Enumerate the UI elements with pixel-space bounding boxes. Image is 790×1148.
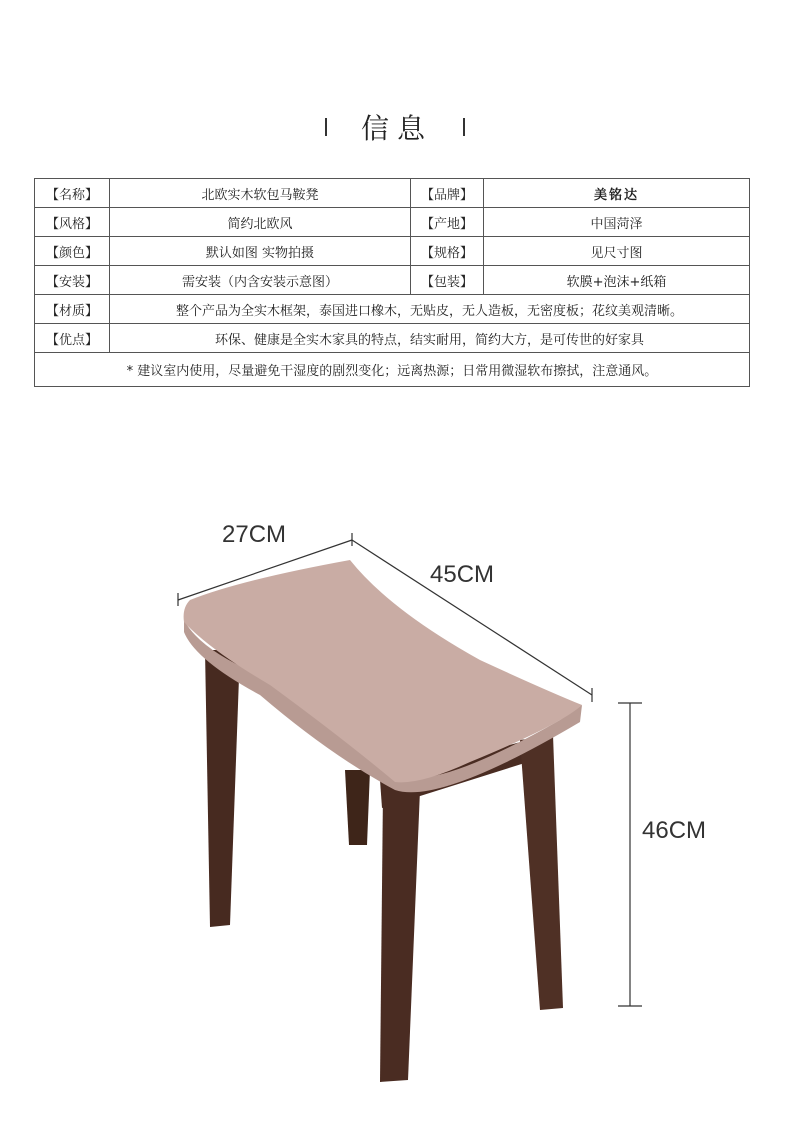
advantage-label: 【优点】 xyxy=(35,324,110,353)
care-note: * 建议室内使用，尽量避免干湿度的剧烈变化；远离热源；日常用微湿软布擦拭，注意通风。 xyxy=(35,353,750,387)
front-right-leg xyxy=(520,735,563,1010)
stool-dimension-diagram xyxy=(0,500,790,1120)
height-label: 46CM xyxy=(642,817,707,844)
row-label: 【产地】 xyxy=(411,208,484,237)
row-label: 【颜色】 xyxy=(35,237,110,266)
title-text: 信息 xyxy=(360,112,433,145)
length-label: 45CM xyxy=(430,561,495,588)
row-label: 【安装】 xyxy=(35,266,110,295)
row-label: 【包装】 xyxy=(411,266,484,295)
table-row xyxy=(35,324,750,353)
row-value: 需安装（内含安装示意图） xyxy=(110,266,411,295)
row-label: 【名称】 xyxy=(35,179,110,208)
row-value: 见尺寸图 xyxy=(484,237,750,266)
table-row xyxy=(35,179,750,208)
brand-value: 美铭达 xyxy=(484,179,750,208)
table-row xyxy=(35,295,750,324)
advantage-value: 环保、健康是全实木家具的特点，结实耐用，简约大方，是可传世的好家具 xyxy=(110,324,750,353)
title-right-bar xyxy=(463,118,465,136)
table-row xyxy=(35,353,750,387)
row-value: 软膜+泡沫+纸箱 xyxy=(484,266,750,295)
section-title xyxy=(0,104,790,150)
table-row xyxy=(35,208,750,237)
row-label: 【规格】 xyxy=(411,237,484,266)
table-row xyxy=(35,266,750,295)
row-label: 【品牌】 xyxy=(411,179,484,208)
row-value: 北欧实木软包马鞍凳 xyxy=(110,179,411,208)
material-value: 整个产品为全实木框架，泰国进口橡木，无贴皮，无人造板，无密度板；花纹美观清晰。 xyxy=(110,295,750,324)
row-value: 中国菏泽 xyxy=(484,208,750,237)
row-label: 【风格】 xyxy=(35,208,110,237)
back-inner-leg xyxy=(345,770,370,845)
material-label: 【材质】 xyxy=(35,295,110,324)
front-left-leg xyxy=(380,790,420,1082)
width-label: 27CM xyxy=(222,521,287,548)
spec-table xyxy=(34,178,750,387)
row-value: 默认如图 实物拍摄 xyxy=(110,237,411,266)
row-value: 简约北欧风 xyxy=(110,208,411,237)
table-row xyxy=(35,237,750,266)
title-left-bar xyxy=(325,118,327,136)
left-leg xyxy=(205,650,240,927)
